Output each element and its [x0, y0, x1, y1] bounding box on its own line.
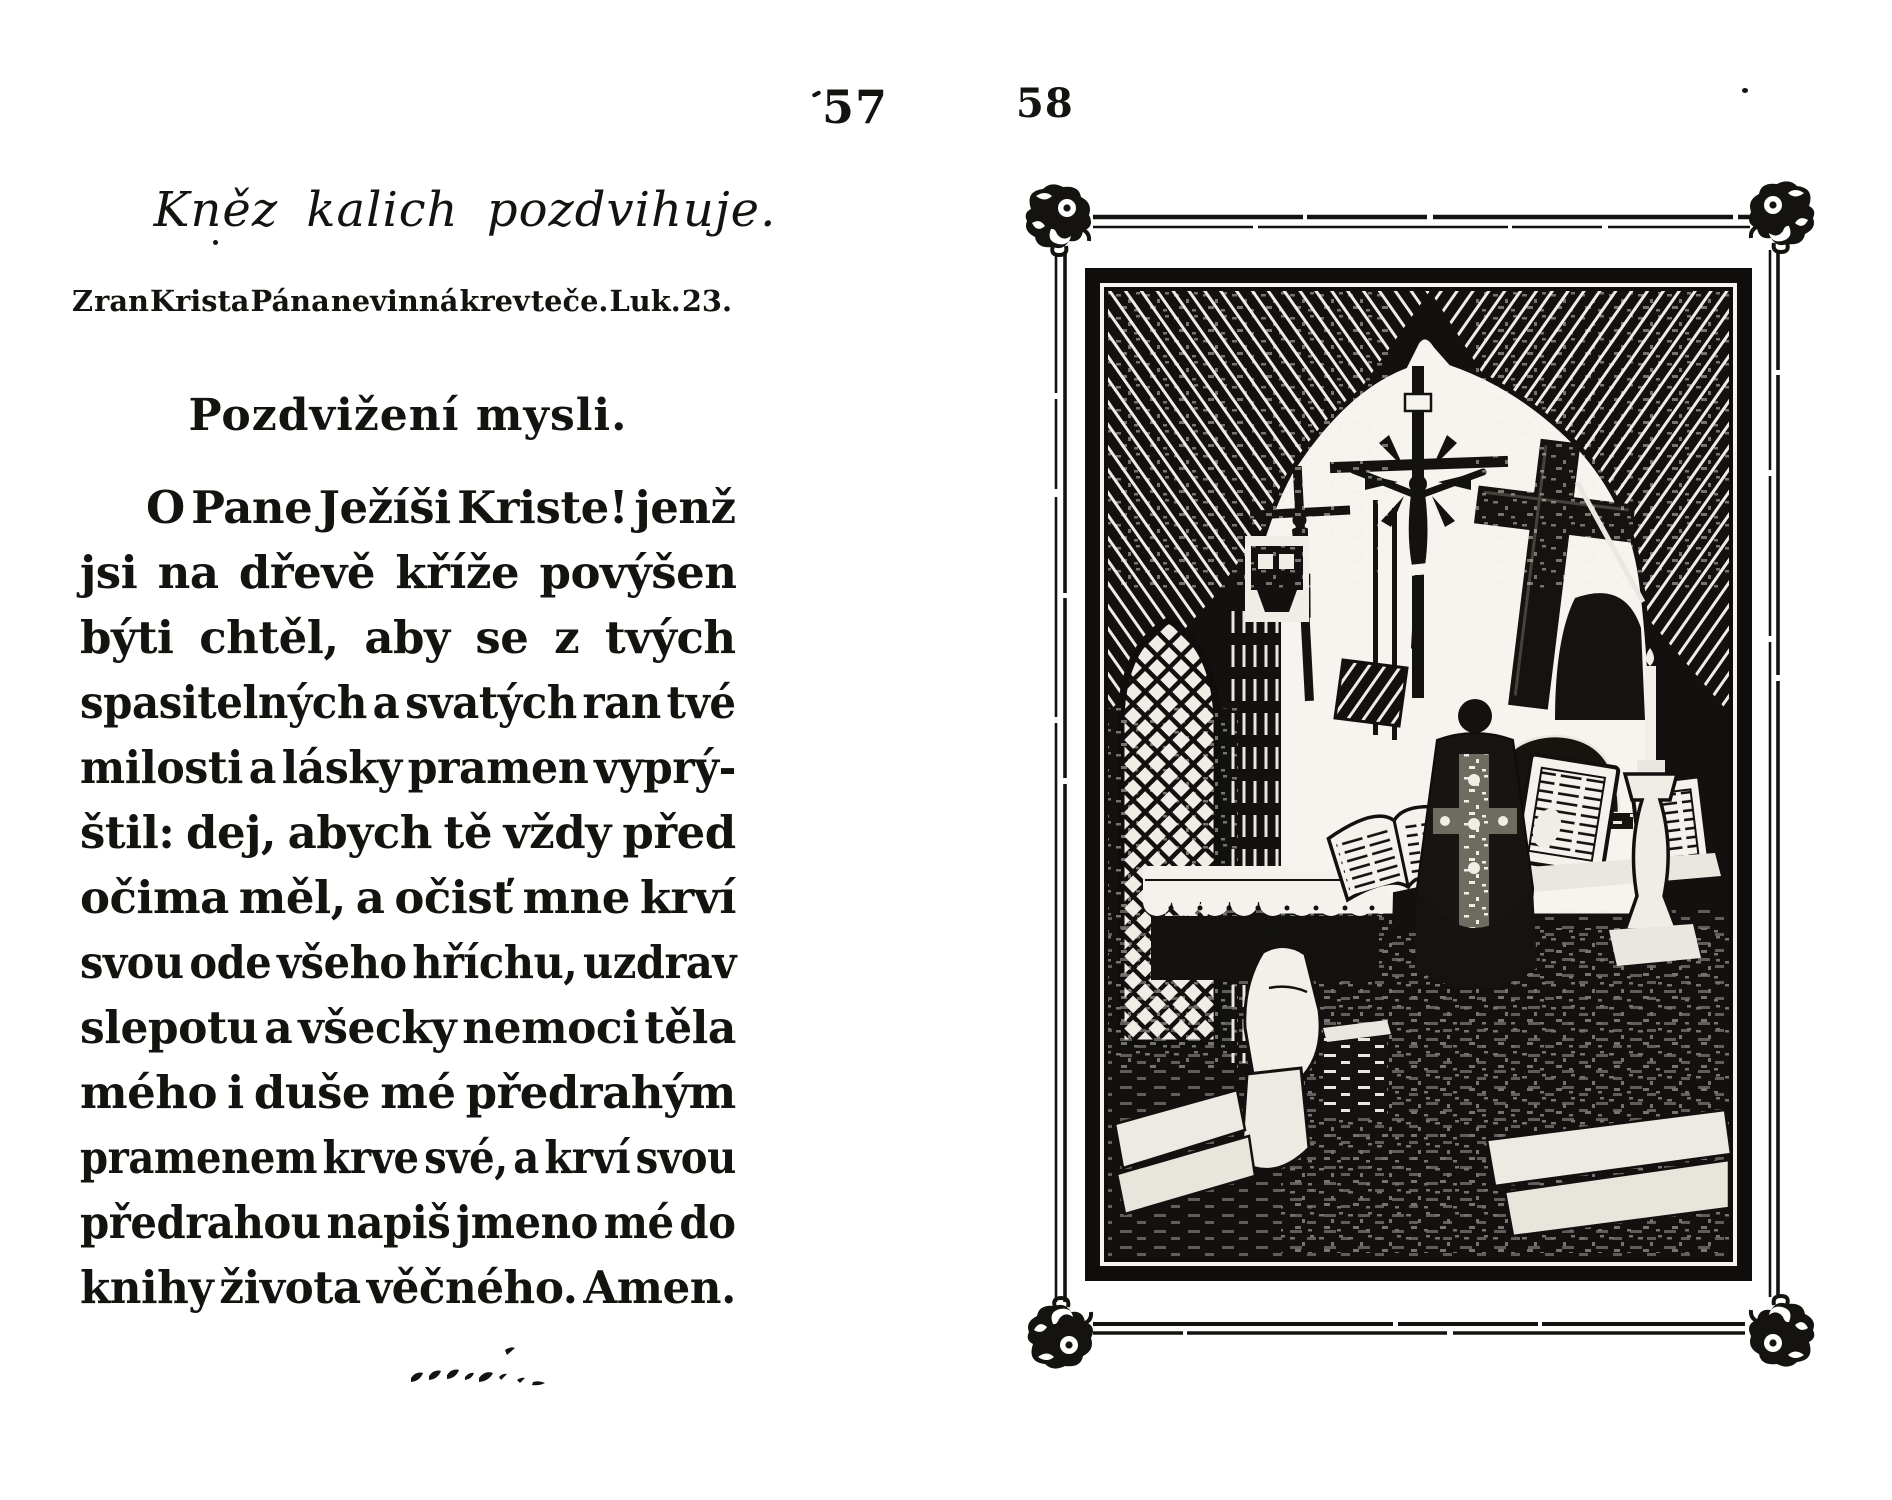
- prayer-line: spasitelných a svatých ran tvé: [80, 676, 736, 729]
- corner-ornament-top-right: [1749, 181, 1814, 252]
- prayer-line: knihy života věčného. Amen.: [80, 1261, 736, 1314]
- prayer-line: očima měl, a očisť mne krví: [80, 871, 737, 924]
- ink-speck: [213, 240, 218, 245]
- prayer-line: svou ode všeho hříchu, uzdrav: [80, 936, 737, 989]
- prayer-line: jsi na dřevě kříže povýšen: [80, 546, 737, 599]
- engraving-plate: [946, 0, 1892, 1500]
- corner-ornament-bottom-left: [1028, 1298, 1093, 1369]
- kneeler: [1323, 1020, 1391, 1118]
- ink-speck: [812, 90, 822, 98]
- scripture-caption: Z ran Krista Pána nevinná krev teče. Luk. 23.: [72, 284, 733, 318]
- prayer-line: předrahou napiš jmeno mé do: [80, 1196, 736, 1249]
- prayer-heading: Pozdvižení mysli.: [188, 390, 628, 441]
- section-title: Kněz kalich pozdvihuje.: [153, 182, 777, 238]
- prayer-line: slepotu a všecky nemoci těla: [80, 1001, 736, 1054]
- prayer-text: [80, 475, 736, 1320]
- prayer-line: štil: dej, abych tě vždy před: [80, 806, 736, 859]
- prayer-line: býti chtěl, aby se z tvých: [80, 611, 736, 664]
- woodcut-priest-elevating-chalice: [1085, 268, 1752, 1281]
- prayer-line: O Pane Ježíši Kriste! jenž: [146, 481, 736, 534]
- divider-squiggle: [405, 1344, 570, 1394]
- prayer-line: milosti a lásky pramen vyprý-: [80, 741, 736, 794]
- page-number-left: 57: [822, 80, 889, 134]
- prayer-line: pramenem krve své, a krví svou: [80, 1131, 736, 1184]
- altar-card-left: [1515, 754, 1619, 874]
- prayer-line: mého i duše mé předrahým: [80, 1066, 736, 1119]
- corner-ornament-top-left: [1026, 184, 1091, 255]
- corner-ornament-bottom-right: [1749, 1296, 1814, 1367]
- page-number-right: 58: [1016, 80, 1074, 127]
